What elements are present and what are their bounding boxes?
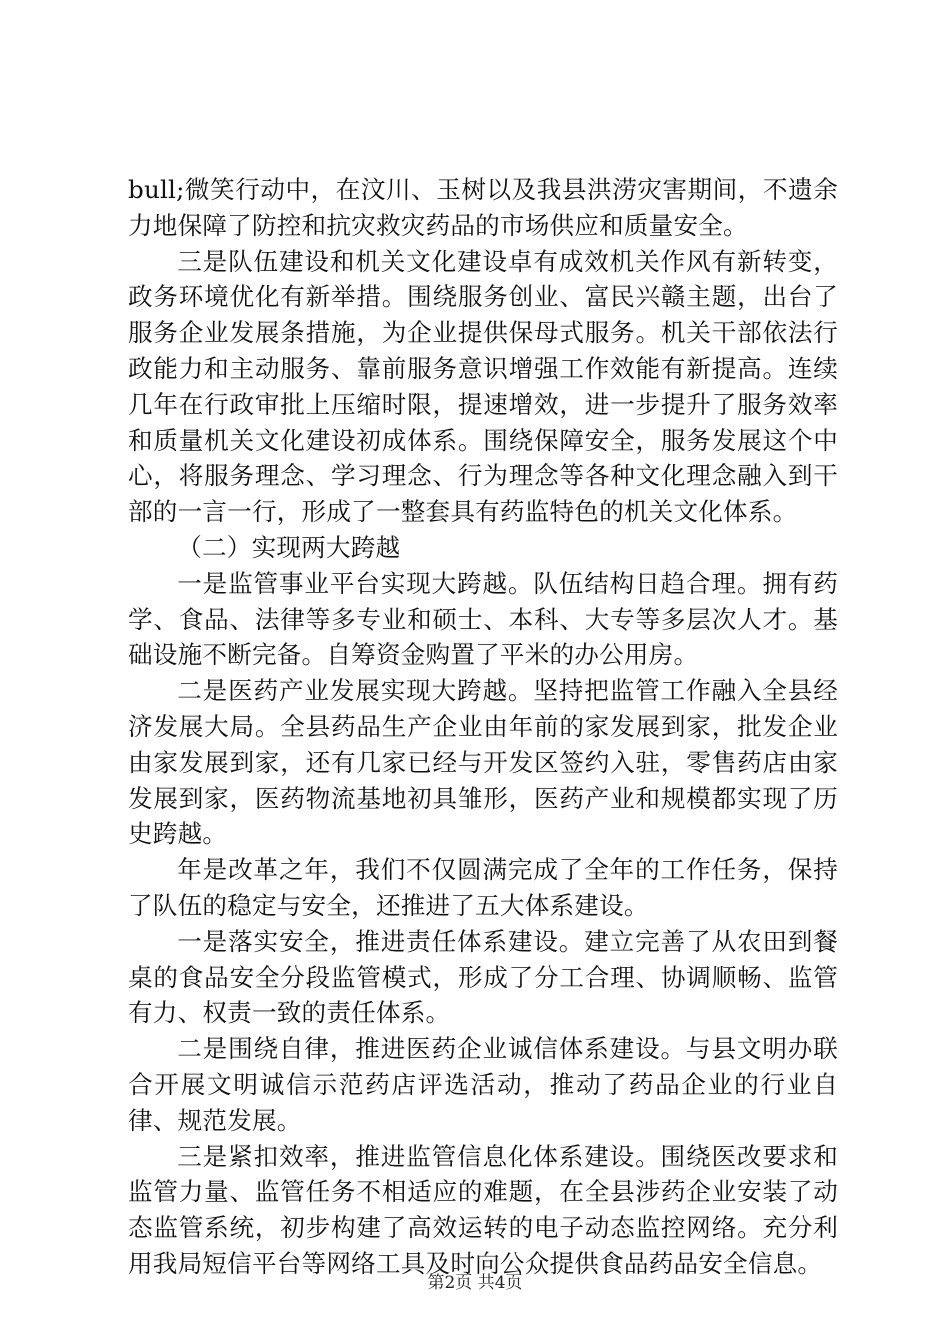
paragraph-information-system: 三是紧扣效率，推进监管信息化体系建设。围绕医改要求和监管力量、监管任务不相适应的难题，在全县涉药企业安装了动态监管系统，初步构建了高效运转的电子动态监控网络。充分利用我局短信平台等网络工具及时向公众提供食品药品安全信息。 <box>128 1141 838 1278</box>
document-body <box>128 172 838 1282</box>
paragraph-integrity-system: 二是围绕自律，推进医药企业诚信体系建设。与县文明办联合开展文明诚信示范药店评选活动，推动了药品企业的行业自律、规范发展。 <box>128 1034 838 1135</box>
section-heading-two-leaps: （二）实现两大跨越 <box>177 532 401 562</box>
paragraph-industry-leap: 二是医药产业发展实现大跨越。坚持把监管工作融入全县经济发展大局。全县药品生产企业由年前的家发展到家，批发企业由家发展到家，还有几家已经与开发区签约入驻，零售药店由家发展到家，医药物流基地初具雏形，医药产业和规模都实现了历史跨越。 <box>128 676 838 849</box>
page-number-footer: 第2页 共4页 <box>427 1273 523 1293</box>
paragraph-platform-leap: 一是监管事业平台实现大跨越。队伍结构日趋合理。拥有药学、食品、法律等多专业和硕士、本科、大专等多层次人才。基础设施不断完备。自筹资金购置了平米的办公用房。 <box>128 568 838 670</box>
paragraph-reform-year: 年是改革之年，我们不仅圆满完成了全年的工作任务，保持了队伍的稳定与安全，还推进了五大体系建设。 <box>128 855 838 920</box>
paragraph-team-culture: 三是队伍建设和机关文化建设卓有成效机关作风有新转变，政务环境优化有新举措。围绕服务创业、富民兴赣主题，出台了服务企业发展条措施，为企业提供保母式服务。机关干部依法行政能力和主动服务、靠前服务意识增强工作效能有新提高。连续几年在行政审批上压缩时限，提速增效，进一步提升了服务效率和质量机关文化建设初成体系。围绕保障安全，服务发展这个中心，将服务理念、学习理念、行为理念等各种文化理念融入到干部的一言一行，形成了一整套具有药监特色的机关文化体系。 <box>128 246 838 527</box>
paragraph-responsibility-system: 一是落实安全，推进责任体系建设。建立完善了从农田到餐桌的食品安全分段监管模式，形成了分工合理、协调顺畅、监管有力、权责一致的责任体系。 <box>128 926 838 1028</box>
paragraph-continuation: bull;微笑行动中，在汶川、玉树以及我县洪涝灾害期间，不遗余力地保障了防控和抗灾救灾药品的市场供应和质量安全。 <box>128 175 838 240</box>
